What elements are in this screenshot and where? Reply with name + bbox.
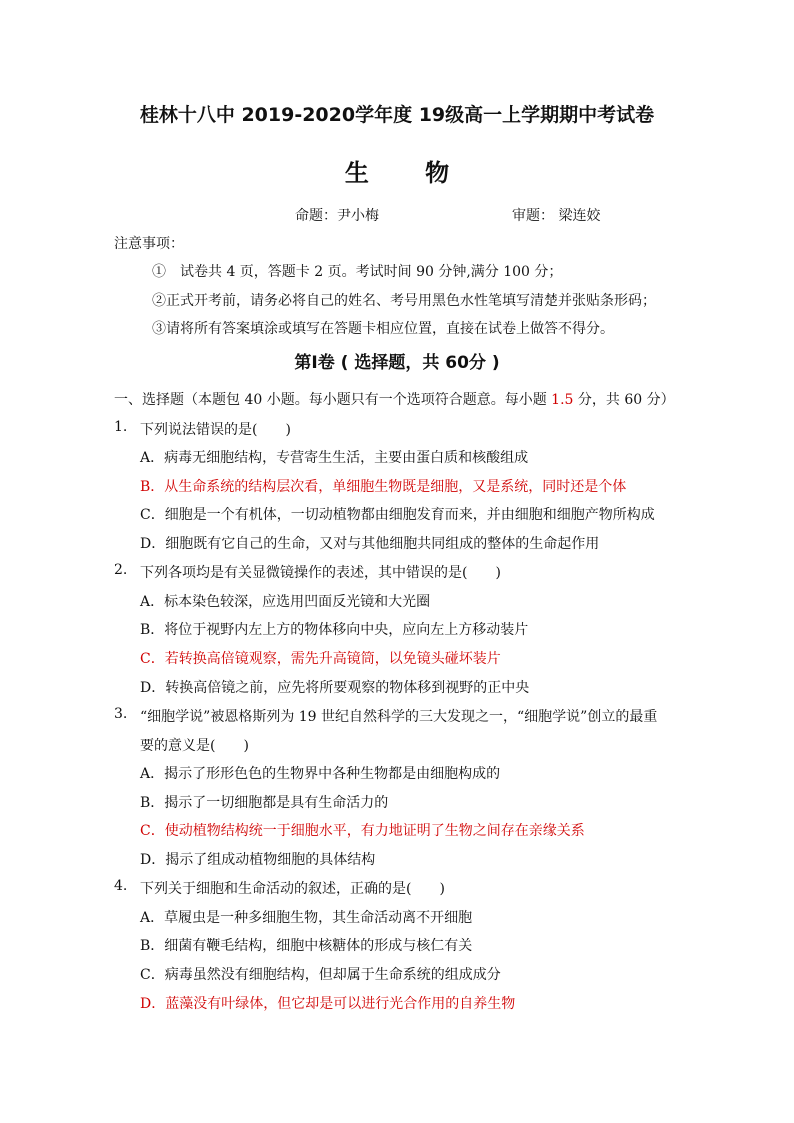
option-b: B．将位于视野内左上方的物体移向中央，应向左上方移动装片: [140, 622, 529, 638]
instruction-text-post: 分，共 60 分）: [573, 392, 675, 408]
option-d: D．转换高倍镜之前，应先将所要观察的物体移到视野的正中央: [140, 680, 530, 696]
question-stem: 下列关于细胞和生命活动的叙述，正确的是( ): [140, 881, 445, 897]
option-c-answer: C．若转换高倍镜观察，需先升高镜筒，以免镜头碰坏装片: [140, 651, 501, 667]
question-stem: “细胞学说”被恩格斯列为 19 世纪自然科学的三大发现之一，“细胞学说”创立的最重: [140, 709, 658, 725]
notes-heading: 注意事项：: [114, 236, 184, 252]
note-item-3: ③请将所有答案填涂或填写在答题卡相应位置，直接在试卷上做答不得分。: [152, 321, 614, 337]
instruction-score: 1.5: [551, 392, 574, 408]
option-d: D．细胞既有它自己的生命，又对与其他细胞共同组成的整体的生命起作用: [140, 536, 600, 552]
note-item-2: ②正式开考前，请务必将自己的姓名、考号用黑色水性笔填写清楚并张贴条形码；: [152, 293, 656, 309]
option-b: B．细菌有鞭毛结构，细胞中核糖体的形成与核仁有关: [140, 938, 473, 954]
question-stem: 下列说法错误的是( ): [140, 422, 291, 438]
section-instructions: [114, 389, 675, 409]
option-c-answer: C．使动植物结构统一于细胞水平，有力地证明了生物之间存在亲缘关系: [140, 823, 585, 839]
option-a: A．病毒无细胞结构，专营寄生生活，主要由蛋白质和核酸组成: [140, 450, 529, 466]
question-number: 2.: [114, 562, 128, 578]
question-number: 3.: [114, 706, 128, 722]
option-d: D．揭示了组成动植物细胞的具体结构: [140, 852, 376, 868]
question-number: 4.: [114, 878, 128, 894]
option-c: C．病毒虽然没有细胞结构，但却属于生命系统的组成成分: [140, 967, 501, 983]
section-title: 第I卷 ( 选择题，共 60分 ): [294, 353, 500, 373]
option-c: C．细胞是一个有机体，一切动植物都由细胞发育而来，并由细胞和细胞产物所构成: [140, 507, 655, 523]
question-stem: 下列各项均是有关显微镜操作的表述，其中错误的是( ): [140, 565, 501, 581]
option-a: A．标本染色较深，应选用凹面反光镜和大光圈: [140, 594, 431, 610]
option-a: A．揭示了形形色色的生物界中各种生物都是由细胞构成的: [140, 766, 501, 782]
note-item-1: ① 试卷共 4 页，答题卡 2 页。考试时间 90 分钟,满分 100 分；: [152, 264, 563, 280]
option-a: A．草履虫是一种多细胞生物，其生命活动离不开细胞: [140, 910, 473, 926]
instruction-text-pre: 一、选择题（本题包 40 小题。每小题只有一个选项符合题意。每小题: [114, 392, 552, 408]
option-b-answer: B．从生命系统的结构层次看，单细胞生物既是细胞，又是系统，同时还是个体: [140, 479, 627, 495]
question-number: 1.: [114, 419, 128, 435]
reviewer-line: 审题： 梁连姣: [512, 208, 601, 224]
option-b: B．揭示了一切细胞都是具有生命活力的: [140, 795, 389, 811]
question-stem-continued: 要的意义是( ): [140, 738, 249, 754]
option-d-answer: D．蓝藻没有叶绿体，但它却是可以进行光合作用的自养生物: [140, 996, 516, 1012]
author-line: 命题：尹小梅: [295, 208, 379, 224]
subject-title: 生 物: [344, 159, 474, 187]
exam-title: 桂林十八中 2019-2020学年度 19级高一上学期期中考试卷: [139, 104, 655, 126]
